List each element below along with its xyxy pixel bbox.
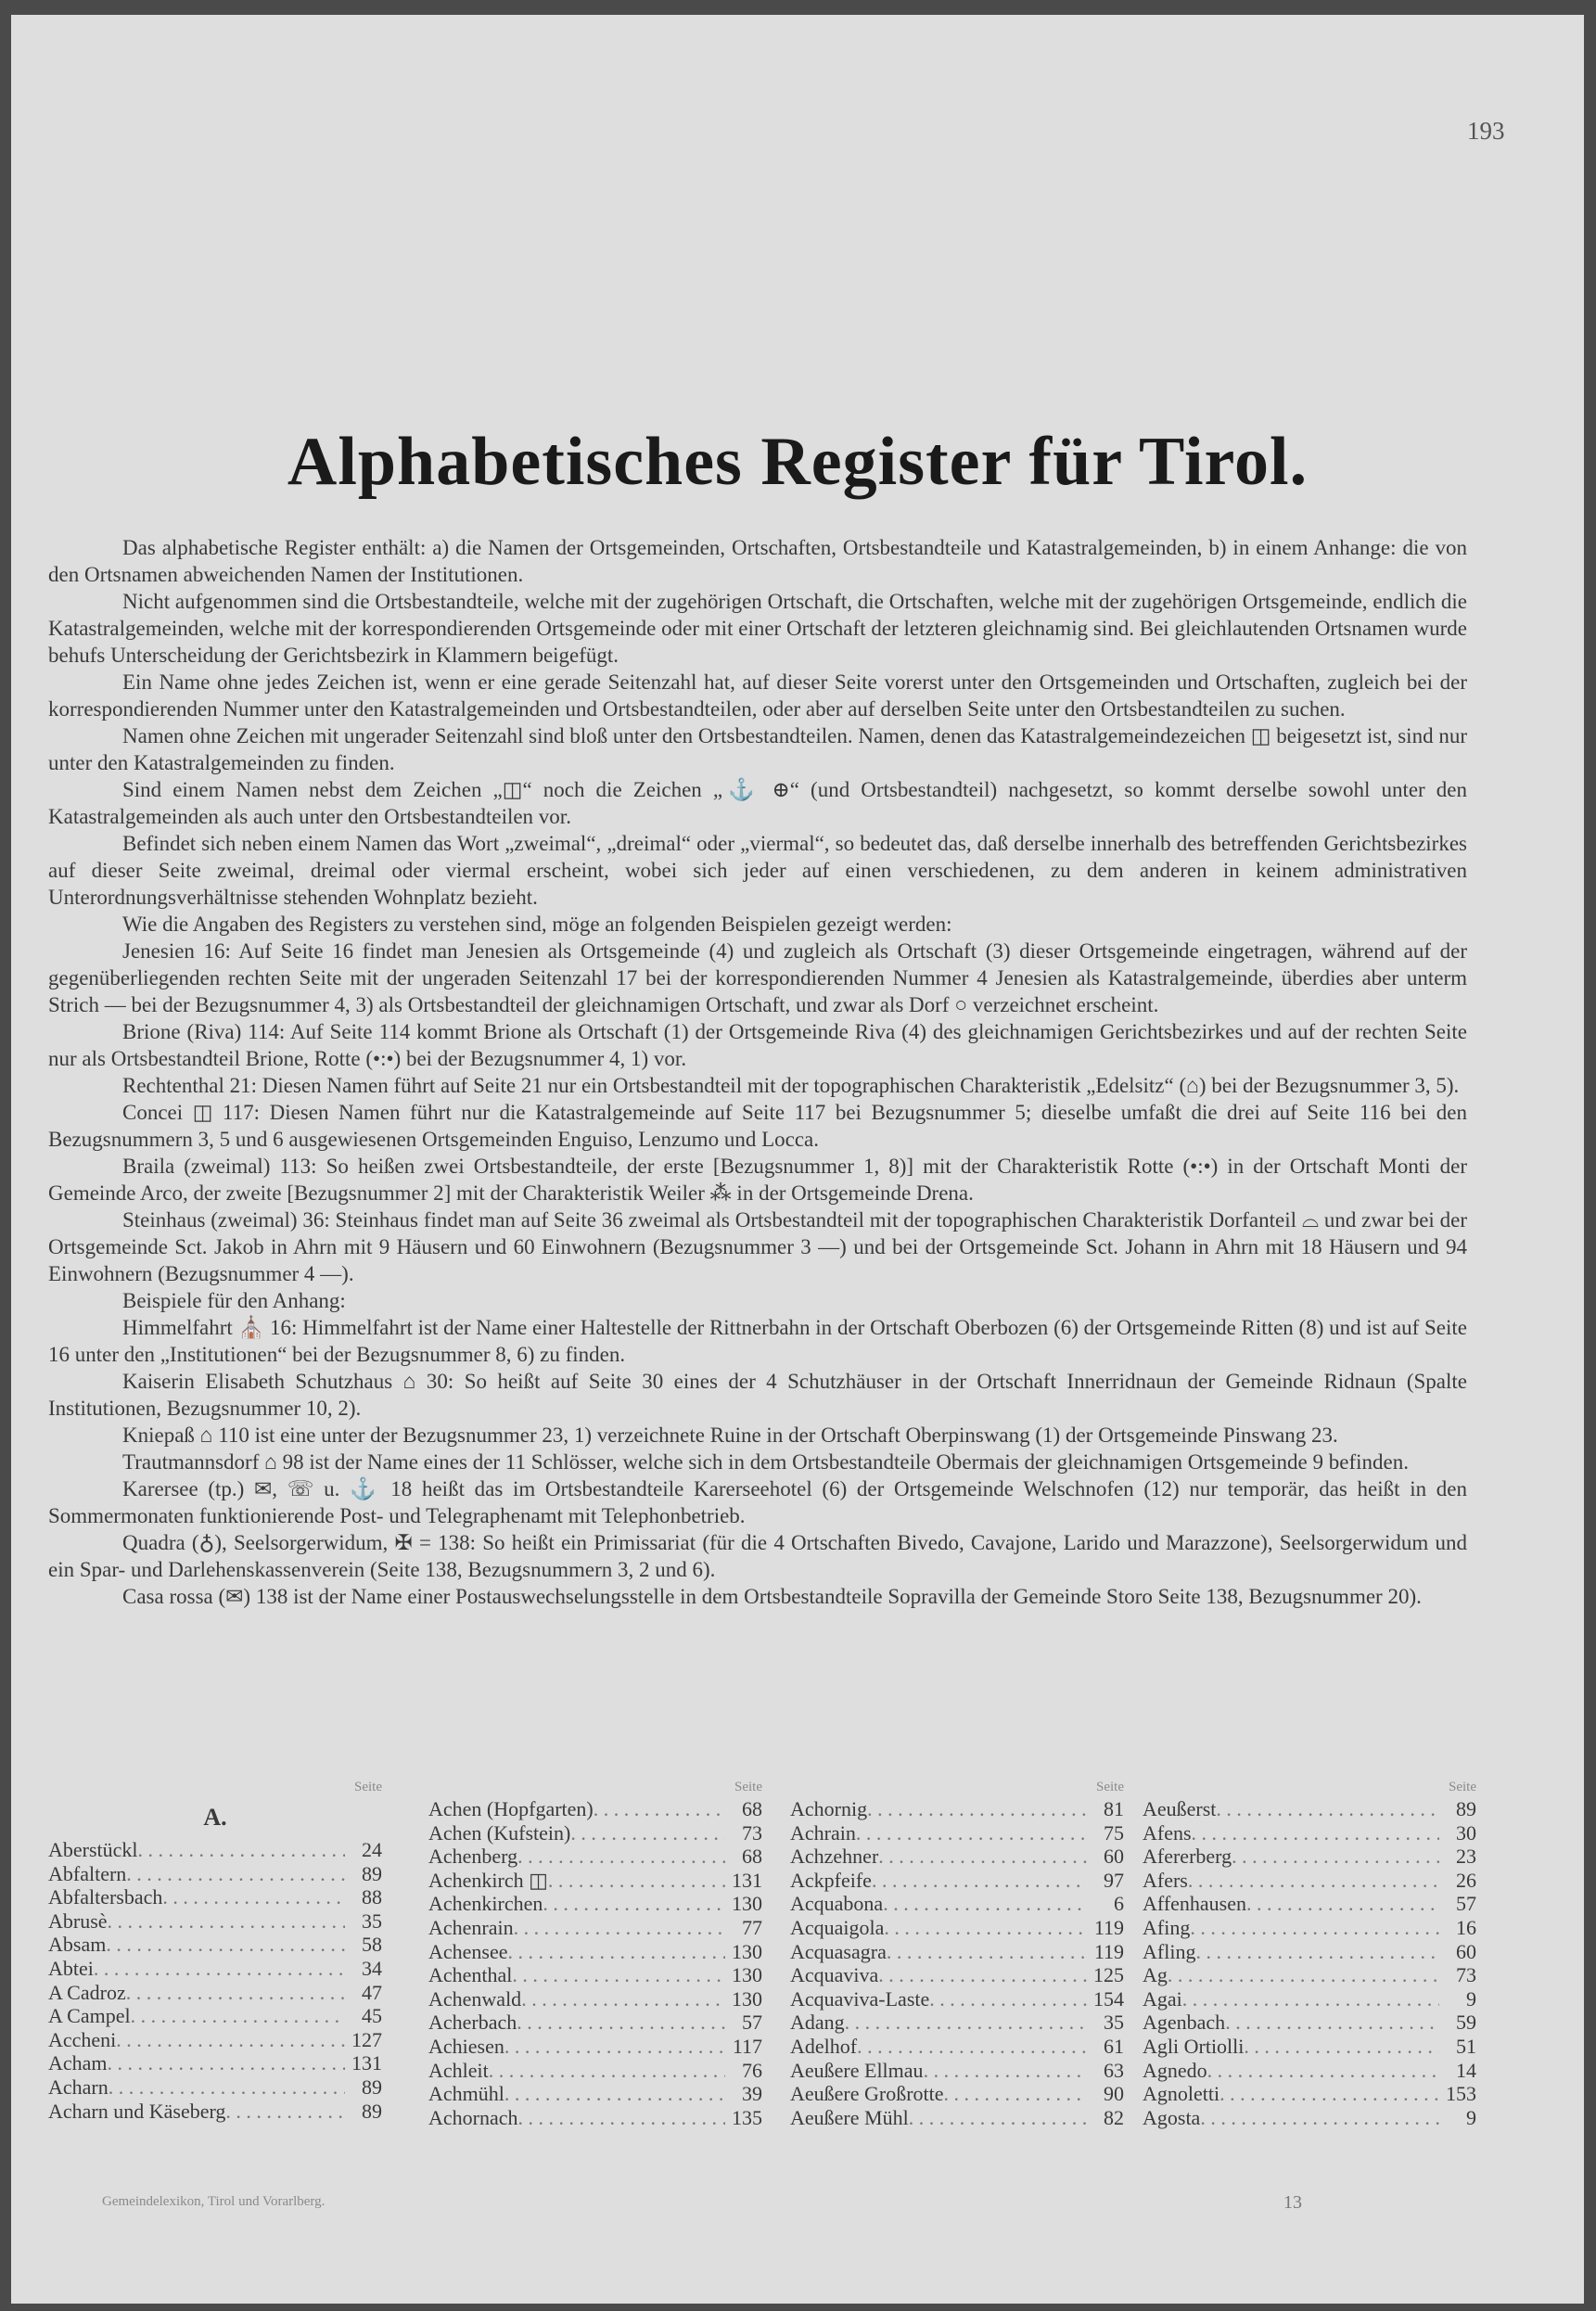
- register-entry: [48, 1885, 382, 1909]
- register-entry: [48, 1909, 382, 1934]
- entry-page: 89: [362, 2099, 382, 2123]
- entry-name: Afing: [1143, 1915, 1191, 1939]
- leader-dots: [504, 2035, 725, 2059]
- page-number: 193: [1467, 117, 1505, 145]
- leader-dots: [1182, 1987, 1439, 2011]
- leader-dots: [883, 1892, 1087, 1916]
- intro-paragraph: Braila (zweimal) 113: So heißen zwei Ortsbestandteile, der erste [Bezugsnummer 1, 8)] mit der Charakteristik Rotte (•:•) in der Ortschaft Monti der Gemeinde Arco, der zweite [Bezugsnummer 2] mit der Charakteristik Weiler ⁂ in der Ortsgemeinde Drena.: [48, 1155, 1467, 1205]
- leader-dots: [109, 2075, 345, 2100]
- column-header: Seite: [1096, 1780, 1124, 1794]
- register-column: [790, 1777, 1124, 2129]
- entry-name: A Campel: [48, 2004, 131, 2028]
- entry-name: Abfaltersbach: [48, 1885, 163, 1909]
- register-entry: [48, 2028, 382, 2052]
- entry-name: Achenkirchen: [428, 1892, 543, 1916]
- register-entry: [790, 2082, 1124, 2106]
- leader-dots: [518, 2106, 725, 2130]
- leader-dots: [126, 1981, 345, 2005]
- leader-dots: [1195, 1940, 1439, 1964]
- register-entry: [1143, 2035, 1476, 2059]
- entry-page: 35: [1104, 2011, 1124, 2035]
- entry-name: Acquaigola: [790, 1915, 885, 1939]
- entry-page: 30: [1456, 1820, 1476, 1845]
- entry-page: 125: [1093, 1963, 1124, 1987]
- entry-name: Achen (Kufstein): [428, 1820, 571, 1845]
- entry-name: Agnedo: [1143, 2058, 1207, 2082]
- entry-page: 89: [362, 2075, 382, 2099]
- register-entry: [1143, 1963, 1476, 1987]
- entry-name: Afling: [1143, 1939, 1196, 1963]
- leader-dots: [924, 2059, 1087, 2083]
- leader-dots: [1219, 2082, 1439, 2106]
- intro-paragraph: Kaiserin Elisabeth Schutzhaus ⌂ 30: So heißt auf Seite 30 eines der 4 Schutzhäuser in der Ortschaft Innerridnaun der Gemeinde Ridnaun (Spalte Institutionen, Bezugsnummer 10, 2).: [48, 1370, 1467, 1420]
- entry-name: Affenhausen: [1143, 1892, 1246, 1916]
- leader-dots: [517, 1845, 725, 1869]
- intro-paragraph: Quadra (♁), Seelsorgerwidum, ✠ = 138: So heißt ein Primissariat (für die 4 Ortschaften Bivedo, Cavajone, Larido und Marazzone), Seelsorgerwidum und ein Spar- und Darlehenskassenverein (Seite 138, Bezugsnummern 3, 2 und 6).: [48, 1531, 1467, 1581]
- entry-name: Achrain: [790, 1820, 856, 1845]
- leader-dots: [543, 1892, 725, 1916]
- leader-dots: [1232, 1845, 1439, 1869]
- register-entry: [790, 1987, 1124, 2011]
- leader-dots: [162, 1885, 345, 1909]
- entry-name: A Cadroz: [48, 1980, 126, 2004]
- register-entry: [1143, 1869, 1476, 1893]
- register-entry: [48, 1933, 382, 1957]
- entry-page: 117: [732, 2034, 762, 2058]
- register-entry: [428, 1940, 762, 1964]
- entry-page: 45: [362, 2004, 382, 2028]
- entry-name: Acquabona: [790, 1892, 884, 1916]
- register-entry: [48, 1838, 382, 1862]
- leader-dots: [1225, 2011, 1439, 2035]
- register-entry: [428, 2106, 762, 2130]
- entry-name: Agli Ortiolli: [1143, 2034, 1245, 2058]
- entry-page: 61: [1104, 2034, 1124, 2058]
- entry-page: 75: [1104, 1820, 1124, 1845]
- entry-name: Ag: [1143, 1963, 1168, 1987]
- entry-page: 88: [362, 1885, 382, 1909]
- intro-paragraph: Befindet sich neben einem Namen das Wort „zweimal“, „dreimal“ oder „viermal“, so bedeutet das, daß derselbe innerhalb des betreffenden Gerichtsbezirkes auf dieser Seite zweimal, dreimal oder viermal erscheint, wobei sich jeder auf einen verschiedenen, zu dem anderen in keinem administrativen Unterordnungsverhältnisse stehenden Wohnplatz bezieht.: [48, 832, 1467, 909]
- entry-page: 73: [1456, 1963, 1476, 1987]
- register-entry: [1143, 1916, 1476, 1940]
- intro-paragraph: Nicht aufgenommen sind die Ortsbestandteile, welche mit der zugehörigen Ortschaft, die Ortschaften, welche mit der zugehörigen Ortsgemeinde, endlich die Katastralgemeinden, welche mit der korrespondierenden Ortsgemeinde oder mit einer Ortschaft der letzteren gleichnamig sind. Bei gleichlautenden Ortsnamen wurde behufs Unterscheidung der Gerichtsbezirk in Klammern beigefügt.: [48, 590, 1467, 667]
- entry-page: 39: [742, 2082, 762, 2106]
- entry-page: 51: [1456, 2034, 1476, 2058]
- leader-dots: [1168, 1963, 1439, 1987]
- entry-page: 60: [1456, 1939, 1476, 1963]
- entry-name: Acharn und Käseberg: [48, 2099, 226, 2123]
- register-entry: [1143, 1987, 1476, 2011]
- introduction-text: [48, 534, 1467, 1610]
- entry-page: 119: [1093, 1939, 1124, 1963]
- entry-name: Achmühl: [428, 2082, 504, 2106]
- register-entry: [1143, 2011, 1476, 2035]
- footer-source: Gemeindelexikon, Tirol und Vorarlberg.: [102, 2194, 326, 2209]
- entry-page: 131: [732, 1868, 762, 1892]
- entry-page: 59: [1456, 2011, 1476, 2035]
- footer-sheet-number: 13: [1283, 2192, 1302, 2213]
- register-entry: [790, 2059, 1124, 2083]
- entry-page: 68: [742, 1797, 762, 1820]
- register-entry: [1143, 1845, 1476, 1869]
- register-entry: [48, 1981, 382, 2005]
- entry-name: Abfaltern: [48, 1861, 127, 1885]
- leader-dots: [131, 2004, 345, 2028]
- entry-page: 35: [362, 1909, 382, 1933]
- entry-name: Abrusè: [48, 1909, 108, 1933]
- entry-page: 76: [742, 2058, 762, 2082]
- entry-name: Achleit: [428, 2058, 489, 2082]
- leader-dots: [856, 1821, 1087, 1845]
- leader-dots: [1200, 2106, 1439, 2130]
- entry-page: 82: [1104, 2105, 1124, 2129]
- entry-name: Accheni: [48, 2027, 117, 2051]
- leader-dots: [94, 1957, 345, 1981]
- intro-paragraph: Trautmannsdorf ⌂ 98 ist der Name eines der 11 Schlösser, welche sich in dem Ortsbestandteile Obermais der gleichnamigen Ortsgemeinde 9 befinden.: [122, 1450, 1409, 1474]
- entry-name: Aeußere Mühl: [790, 2105, 909, 2129]
- entry-page: 135: [732, 2105, 762, 2129]
- intro-paragraph: Jenesien 16: Auf Seite 16 findet man Jenesien als Ortsgemeinde (4) und zugleich als Ortschaft (3) dieser Ortsgemeinde eingetragen, während auf der gegenüberliegenden rechten Seite mit der ungeraden Seitenzahl 17 bei der korrespondierenden Nummer 4 Jenesien als Katastralgemeinde, überdies aber unterm Strich — bei der Bezugsnummer 4, 3) als Ortsbestandteil der gleichnamigen Ortschaft, und zwar als Dorf ○ verzeichnet erscheint.: [48, 939, 1467, 1016]
- leader-dots: [909, 2106, 1087, 2130]
- register-entry: [428, 1892, 762, 1916]
- entry-name: Acquaviva: [790, 1963, 879, 1987]
- entry-page: 90: [1104, 2082, 1124, 2106]
- register-entry: [790, 2035, 1124, 2059]
- entry-name: Afererberg: [1143, 1845, 1232, 1869]
- intro-paragraph: Kniepaß ⌂ 110 ist eine unter der Bezugsnummer 23, 1) verzeichnete Ruine in der Ortschaft Oberpinswang (1) der Ortsgemeinde Pinswang 23.: [122, 1424, 1338, 1447]
- entry-page: 153: [1446, 2082, 1476, 2106]
- entry-name: Agenbach: [1143, 2011, 1226, 2035]
- register-entry: [48, 2075, 382, 2100]
- entry-name: Afers: [1143, 1868, 1188, 1892]
- register-entry: [790, 1892, 1124, 1916]
- entry-page: 57: [1456, 1892, 1476, 1916]
- leader-dots: [884, 1916, 1087, 1940]
- entry-page: 81: [1104, 1797, 1124, 1820]
- entry-name: Afens: [1143, 1820, 1192, 1845]
- column-header: Seite: [354, 1780, 382, 1794]
- entry-page: 6: [1114, 1892, 1124, 1916]
- leader-dots: [138, 1838, 345, 1862]
- entry-page: 130: [732, 1986, 762, 2011]
- register-entry: [48, 1957, 382, 1981]
- entry-name: Aberstückl: [48, 1838, 138, 1861]
- leader-dots: [504, 2082, 725, 2106]
- leader-dots: [514, 1916, 725, 1940]
- leader-dots: [1192, 1821, 1439, 1845]
- leader-dots: [108, 1909, 345, 1934]
- entry-name: Achenkirch ◫: [428, 1868, 548, 1892]
- register-entry: [1143, 1797, 1476, 1821]
- leader-dots: [116, 2028, 345, 2052]
- entry-name: Agnoletti: [1143, 2082, 1220, 2106]
- leader-dots: [845, 2011, 1087, 2035]
- intro-paragraph: Brione (Riva) 114: Auf Seite 114 kommt Brione als Ortschaft (1) der Ortsgemeinde Riva (4) des gleichnamigen Gerichtsbezirkes und auf der rechten Seite nur als Ortsbestandteil Brione, Rotte (•:•) bei der Bezugsnummer 4, 1) vor.: [48, 1020, 1467, 1070]
- register-entry: [428, 2082, 762, 2106]
- leader-dots: [1188, 1869, 1439, 1893]
- register-entry: [1143, 1821, 1476, 1845]
- entry-page: 14: [1456, 2058, 1476, 2082]
- leader-dots: [867, 1797, 1087, 1821]
- entry-page: 97: [1104, 1868, 1124, 1892]
- register-entry: [428, 1963, 762, 1987]
- entry-page: 130: [732, 1963, 762, 1987]
- entry-name: Acquasagra: [790, 1939, 887, 1963]
- entry-page: 23: [1456, 1845, 1476, 1869]
- register-column: [48, 1777, 382, 2123]
- intro-paragraph: Himmelfahrt ⛪ 16: Himmelfahrt ist der Name einer Haltestelle der Rittnerbahn in der Ortschaft Oberbozen (6) der Ortsgemeinde Ritten (8) und ist auf Seite 16 unter den „Institutionen“ bei der Bezugsnummer 8, 6) zu finden.: [48, 1316, 1467, 1366]
- register-entry: [48, 2051, 382, 2075]
- entry-page: 68: [742, 1845, 762, 1869]
- entry-name: Aeußerst: [1143, 1797, 1217, 1820]
- leader-dots: [1246, 1892, 1439, 1916]
- register-entry: [790, 1940, 1124, 1964]
- leader-dots: [878, 1845, 1087, 1869]
- register-entry: [790, 1869, 1124, 1893]
- leader-dots: [489, 2059, 725, 2083]
- entry-name: Achen (Hopfgarten): [428, 1797, 594, 1820]
- entry-name: Absam: [48, 1933, 107, 1957]
- entry-name: Adang: [790, 2011, 845, 2035]
- intro-paragraph: Ein Name ohne jedes Zeichen ist, wenn er eine gerade Seitenzahl hat, auf dieser Seite vorerst unter den Ortsgemeinden und Ortschaften, zugleich bei der korrespondierenden Nummer unter den Katastralgemeinden und Ortsbestandteilen, oder aber auf derselben Seite unter den Ortsbestandteilen zu suchen.: [48, 670, 1467, 721]
- intro-paragraph: Steinhaus (zweimal) 36: Steinhaus findet man auf Seite 36 zweimal als Ortsbestandteil mit der topographischen Charakteristik Dorfanteil ⌓ und zwar bei der Ortsgemeinde Sct. Jakob in Ahrn mit 9 Häusern und 60 Einwohnern (Bezugsnummer 3 —) und bei der Ortsgemeinde Sct. Johann in Ahrn mit 18 Häusern und 94 Einwohnern (Bezugsnummer 4 —).: [48, 1208, 1467, 1285]
- register-entry: [790, 1963, 1124, 1987]
- leader-dots: [857, 2035, 1087, 2059]
- intro-paragraph: Rechtenthal 21: Diesen Namen führt auf Seite 21 nur ein Ortsbestandteil mit der topographischen Charakteristik „Edelsitz“ (⌂) bei der Bezugsnummer 3, 5).: [122, 1074, 1460, 1097]
- entry-name: Agai: [1143, 1986, 1182, 2011]
- register-entry: [428, 1845, 762, 1869]
- leader-dots: [1190, 1916, 1439, 1940]
- entry-name: Achiesen: [428, 2034, 504, 2058]
- intro-paragraph: Wie die Angaben des Registers zu verstehen sind, möge an folgenden Beispielen gezeigt werden:: [122, 913, 952, 936]
- section-letter: A.: [203, 1804, 227, 1831]
- entry-page: 154: [1093, 1986, 1124, 2011]
- register-entry: [790, 1845, 1124, 1869]
- register-entry: [48, 1862, 382, 1886]
- entry-name: Achzehner: [790, 1845, 879, 1869]
- entry-page: 127: [351, 2027, 382, 2051]
- register-entry: [1143, 2106, 1476, 2130]
- register-entry: [428, 1869, 762, 1893]
- entry-name: Aeußere Großrotte: [790, 2082, 944, 2106]
- entry-page: 16: [1456, 1915, 1476, 1939]
- leader-dots: [521, 1987, 725, 2011]
- entry-page: 58: [362, 1933, 382, 1957]
- leader-dots: [1244, 2035, 1439, 2059]
- entry-page: 73: [742, 1820, 762, 1845]
- entry-name: Acquaviva-Laste: [790, 1986, 930, 2011]
- entry-name: Achornach: [428, 2105, 518, 2129]
- leader-dots: [944, 2082, 1087, 2106]
- register-entry: [428, 2011, 762, 2035]
- entry-page: 9: [1466, 2105, 1476, 2129]
- entry-name: Agosta: [1143, 2105, 1201, 2129]
- leader-dots: [548, 1869, 725, 1893]
- register-entry: [48, 2004, 382, 2028]
- entry-name: Abtei: [48, 1956, 94, 1980]
- leader-dots: [929, 1987, 1087, 2011]
- register-entry: [428, 1797, 762, 1821]
- entry-name: Achenthal: [428, 1963, 513, 1987]
- entry-name: Acham: [48, 2051, 108, 2075]
- entry-name: Achenberg: [428, 1845, 518, 1869]
- entry-page: 24: [362, 1838, 382, 1861]
- intro-paragraph: Beispiele für den Anhang:: [122, 1289, 346, 1312]
- entry-name: Adelhof: [790, 2034, 858, 2058]
- register-entry: [1143, 2082, 1476, 2106]
- leader-dots: [512, 1963, 725, 1987]
- page-title: Alphabetisches Register für Tirol.: [287, 424, 1309, 500]
- document-page: [11, 15, 1584, 2304]
- register-column: [428, 1777, 762, 2129]
- leader-dots: [508, 1940, 725, 1964]
- column-header: Seite: [734, 1780, 762, 1794]
- leader-dots: [106, 1933, 345, 1957]
- leader-dots: [126, 1862, 345, 1886]
- register-entry: [1143, 2059, 1476, 2083]
- entry-page: 26: [1456, 1868, 1476, 1892]
- entry-name: Achenrain: [428, 1915, 514, 1939]
- leader-dots: [1207, 2059, 1439, 2083]
- register-entry: [1143, 1940, 1476, 1964]
- entry-name: Achensee: [428, 1939, 508, 1963]
- register-entry: [790, 2011, 1124, 2035]
- column-header: Seite: [1449, 1780, 1476, 1794]
- register-entry: [1143, 1892, 1476, 1916]
- entry-page: 130: [732, 1892, 762, 1916]
- entry-page: 130: [732, 1939, 762, 1963]
- entry-name: Achenwald: [428, 1986, 522, 2011]
- intro-paragraph: Namen ohne Zeichen mit ungerader Seitenzahl sind bloß unter den Ortsbestandteilen. Namen, denen das Katastralgemeindezeichen ◫ beigesetzt ist, sind nur unter den Katastralgemeinden zu finden.: [48, 724, 1467, 774]
- entry-page: 9: [1466, 1986, 1476, 2011]
- intro-paragraph: Sind einem Namen nebst dem Zeichen „◫“ noch die Zeichen „⚓ ⊕“ (und Ortsbestandteil) nachgesetzt, so kommt derselbe sowohl unter den Katastralgemeinden als auch unter den Ortsbestandteilen vor.: [48, 778, 1467, 828]
- register-entry: [428, 1821, 762, 1845]
- register-entry: [428, 1916, 762, 1940]
- leader-dots: [108, 2051, 345, 2075]
- register-entry: [790, 1916, 1124, 1940]
- register-column: [1143, 1777, 1476, 2129]
- entry-name: Acherbach: [428, 2011, 517, 2035]
- leader-dots: [594, 1797, 725, 1821]
- register-entry: [428, 2059, 762, 2083]
- register-entry: [428, 2035, 762, 2059]
- entry-name: Ackpfeife: [790, 1868, 872, 1892]
- entry-name: Achornig: [790, 1797, 868, 1820]
- entry-name: Acharn: [48, 2075, 109, 2099]
- entry-name: Aeußere Ellmau: [790, 2058, 924, 2082]
- leader-dots: [570, 1821, 725, 1845]
- intro-paragraph: Karersee (tp.) ✉, ☏ u. ⚓ 18 heißt das im Ortsbestandteile Karerseehotel (6) der Ortsgemeinde Welschnofen (12) nur temporär, das heißt in den Sommermonaten funktionierende Post- und Telegraphenamt mit Telephonbetrieb.: [48, 1477, 1467, 1527]
- register-entry: [48, 2100, 382, 2124]
- leader-dots: [517, 2011, 725, 2035]
- register-entry: [790, 1797, 1124, 1821]
- entry-page: 47: [362, 1980, 382, 2004]
- entry-page: 63: [1104, 2058, 1124, 2082]
- entry-page: 131: [351, 2051, 382, 2075]
- leader-dots: [225, 2100, 345, 2124]
- leader-dots: [887, 1940, 1087, 1964]
- register-entry: [790, 1821, 1124, 1845]
- entry-page: 89: [1456, 1797, 1476, 1820]
- entry-page: 60: [1104, 1845, 1124, 1869]
- entry-page: 119: [1093, 1915, 1124, 1939]
- register-columns: [48, 1777, 1490, 2166]
- entry-page: 89: [362, 1861, 382, 1885]
- intro-paragraph: Das alphabetische Register enthält: a) die Namen der Ortsgemeinden, Ortschaften, Ortsbestandteile und Katastralgemeinden, b) in einem Anhange: die von den Ortsnamen abweichenden Namen der Institutionen.: [48, 536, 1467, 586]
- register-entry: [428, 1987, 762, 2011]
- leader-dots: [872, 1869, 1087, 1893]
- entry-page: 77: [742, 1915, 762, 1939]
- intro-paragraph: Casa rossa (✉) 138 ist der Name einer Postauswechselungsstelle in dem Ortsbestandteile Sopravilla der Gemeinde Storo Seite 138, Bezugsnummer 20).: [122, 1585, 1422, 1608]
- leader-dots: [878, 1963, 1087, 1987]
- entry-page: 34: [362, 1956, 382, 1980]
- intro-paragraph: Concei ◫ 117: Diesen Namen führt nur die Katastralgemeinde auf Seite 117 bei Bezugsnummer 5; dieselbe umfaßt die drei auf Seite 116 bei den Bezugsnummern 3, 5 und 6 ausgewiesenen Ortsgemeinden Enguiso, Lenzumo und Locca.: [48, 1101, 1467, 1151]
- entry-page: 57: [742, 2011, 762, 2035]
- leader-dots: [1216, 1797, 1439, 1821]
- register-entry: [790, 2106, 1124, 2130]
